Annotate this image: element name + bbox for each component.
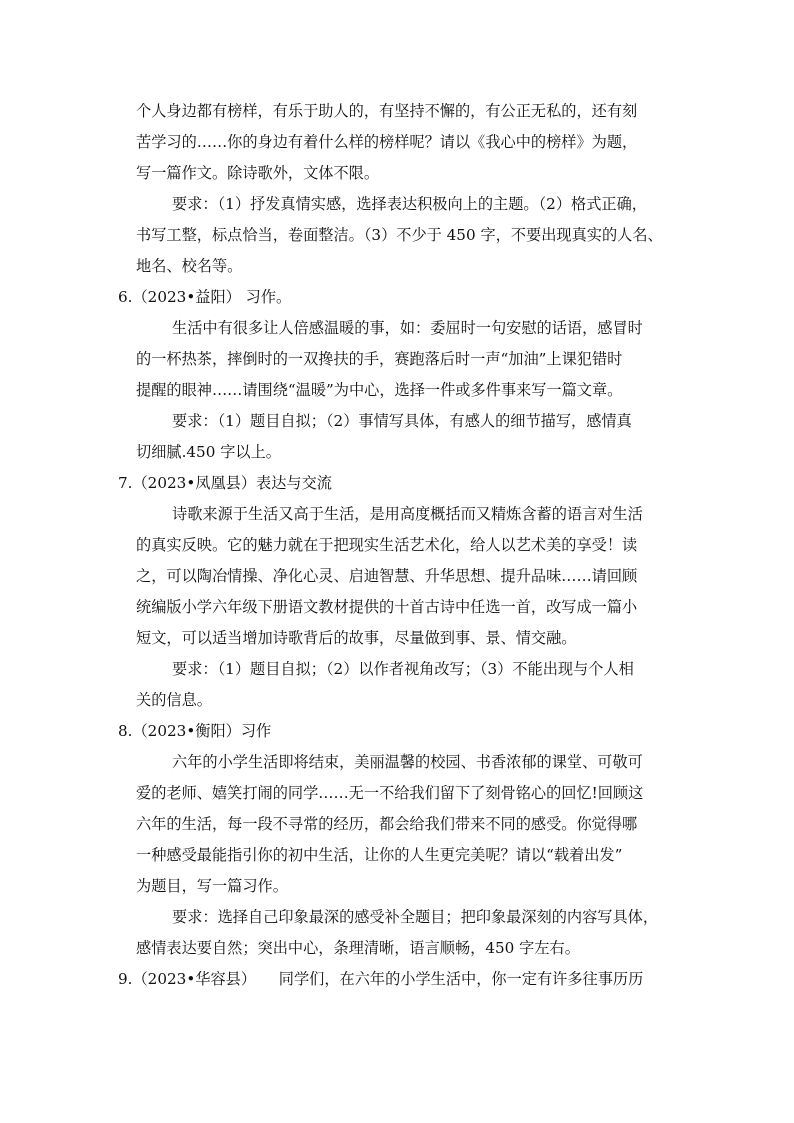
text-line: 写一篇作文。除诗歌外，文体不限。 (136, 164, 379, 182)
text-line: 的一杯热茶，摔倒时的一双搀扶的手，赛跑落后时一声“加油”上课犯错时 (136, 350, 623, 368)
text-line: 切细腻.450 字以上。 (136, 443, 281, 461)
text-line: 短文，可以适当增加诗歌背后的故事，尽量做到事、景、情交融。 (136, 629, 577, 647)
text-line: 六年的生活，每一段不寻常的经历，都会给我们带来不同的感受。你觉得哪 (136, 815, 638, 833)
text-line: 生活中有很多让人倍感温暖的事，如：委屈时一句安慰的话语，感冒时 (172, 319, 643, 337)
question-heading: 6.（2023•益阳） 习作。 (118, 288, 292, 306)
text-line: 为题目，写一篇习作。 (136, 877, 288, 895)
text-line: 感情表达要自然；突出中心，条理清晰，语言顺畅，450 字左右。 (136, 939, 580, 957)
text-line: 要求：选择自己印象最深的感受补全题目；把印象最深刻的内容写具体， (172, 908, 658, 926)
text-line: 的真实反映。它的魅力就在于把现实生活艺术化，给人以艺术美的享受！读 (136, 536, 638, 554)
question-heading: 9.（2023•华容县） 同学们，在六年的小学生活中，你一定有许多往事历历 (118, 970, 644, 988)
text-line: 一种感受最能指引你的初中生活，让你的人生更完美呢？请以“载着出发” (136, 846, 623, 864)
text-line: 之，可以陶冶情操、净化心灵、启迪智慧、升华思想、提升品味……请回顾 (136, 567, 638, 585)
text-line: 爱的老师、嬉笑打闹的同学……无一不给我们留下了刻骨铭心的回忆!回顾这 (136, 784, 644, 802)
text-line: 个人身边都有榜样，有乐于助人的，有坚持不懈的，有公正无私的，还有刻 (136, 102, 638, 120)
text-line: 要求：（1）抒发真情实感，选择表达积极向上的主题。（2）格式正确， (172, 195, 647, 213)
text-line: 要求：（1）题目自拟；（2）事情写具体，有感人的细节描写，感情真 (172, 412, 632, 430)
text-line: 书写工整，标点恰当，卷面整洁。（3）不少于 450 字，不要出现真实的人名、 (136, 226, 663, 244)
text-line: 诗歌来源于生活又高于生活，是用高度概括而又精炼含蓄的语言对生活 (172, 505, 643, 523)
text-line: 苦学习的……你的身边有着什么样的榜样呢？请以《我心中的榜样》为题， (136, 133, 638, 151)
text-line: 关的信息。 (136, 691, 212, 709)
text-line: 提醒的眼神……请围绕“温暖”为中心，选择一件或多件事来写一篇文章。 (136, 381, 623, 399)
text-line: 六年的小学生活即将结束，美丽温馨的校园、书香浓郁的课堂、可敬可 (172, 753, 643, 771)
text-line: 统编版小学六年级下册语文教材提供的十首古诗中任选一首，改写成一篇小 (136, 598, 638, 616)
text-line: 地名、校名等。 (136, 257, 243, 275)
question-heading: 8.（2023•衡阳）习作 (118, 722, 272, 740)
question-heading: 7.（2023•凤凰县）表达与交流 (118, 474, 332, 492)
text-line: 要求：（1）题目自拟；（2）以作者视角改写；（3）不能出现与个人相 (172, 660, 634, 678)
